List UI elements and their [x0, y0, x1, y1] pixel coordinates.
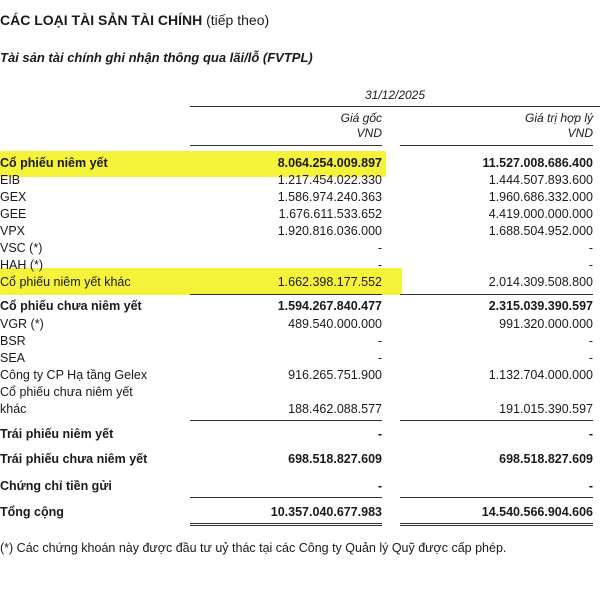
row-fair-value: - — [588, 427, 593, 441]
row-cost: 10.357.040.677.983 — [270, 505, 382, 519]
row-cost: 1.920.816.036.000 — [277, 224, 382, 238]
footnote: (*) Các chứng khoán này được đầu tư uỷ thác tại các Công ty Quản lý Quỹ được cấp phép. — [0, 541, 507, 555]
row-label: Công ty CP Hạ tầng Gelex — [0, 368, 148, 382]
row-label: khác — [0, 402, 27, 416]
row-fair-value: - — [588, 351, 593, 365]
cost-column-title: Giá gốc — [340, 111, 382, 125]
row-cost: - — [377, 427, 382, 441]
row-label: BSR — [0, 334, 26, 348]
row-fair-value: 1.960.686.332.000 — [488, 190, 593, 204]
section-title — [0, 12, 269, 28]
row-cost: 1.217.454.022.330 — [277, 173, 382, 187]
fair-value-column-title: Giá trị hợp lý — [525, 111, 593, 125]
fair-value-column-header — [400, 111, 593, 141]
row-cost: 1.676.611.533.652 — [278, 207, 382, 221]
cost-column-header — [190, 111, 382, 141]
row-cost: 698.518.827.609 — [288, 452, 382, 466]
row-label: Cổ phiếu chưa niêm yết — [0, 299, 142, 313]
row-label: Trái phiếu chưa niêm yết — [0, 452, 148, 466]
row-cost: - — [377, 241, 382, 255]
row-fair-value: 1.688.504.952.000 — [488, 224, 593, 238]
row-cost: 1.586.974.240.363 — [277, 190, 382, 204]
row-cost: 8.064.254.009.897 — [277, 156, 382, 170]
row-cost: - — [377, 479, 382, 493]
row-cost: 188.462.088.577 — [288, 402, 382, 416]
row-label: Cổ phiếu niêm yết khác — [0, 275, 131, 289]
row-cost: - — [377, 258, 382, 272]
row-label: VPX — [0, 224, 26, 238]
fair-value-header-rule — [400, 145, 593, 146]
cost-header-rule — [190, 145, 382, 146]
cost-column-unit: VND — [356, 126, 382, 140]
row-fair-value: 191.015.390.597 — [499, 402, 593, 416]
row-cost: - — [377, 334, 382, 348]
subtotal-rule — [190, 294, 382, 295]
section-subtitle: Tài sản tài chính ghi nhận thông qua lãi/lỗ (FVTPL) — [0, 50, 313, 65]
total-top-rule — [190, 497, 382, 498]
row-cost: 916.265.751.900 — [288, 368, 382, 382]
row-label: VSC (*) — [0, 241, 43, 255]
row-fair-value: 1.132.704.000.000 — [488, 368, 593, 382]
section-title-suffix: (tiếp theo) — [206, 12, 270, 28]
row-fair-value: 1.444.507.893.600 — [488, 173, 593, 187]
section-title-main: CÁC LOẠI TÀI SẢN TÀI CHÍNH — [0, 12, 203, 28]
column-date-header: 31/12/2025 — [364, 88, 426, 102]
fair-value-column-unit: VND — [567, 126, 593, 140]
row-label: GEE — [0, 207, 27, 221]
row-label: Chứng chỉ tiền gửi — [0, 479, 112, 493]
row-cost: 489.540.000.000 — [288, 317, 382, 331]
row-fair-value: - — [588, 334, 593, 348]
row-label: HAH (*) — [0, 258, 44, 272]
row-fair-value: 11.527.008.686.400 — [482, 156, 593, 170]
row-fair-value: - — [588, 241, 593, 255]
row-fair-value: 698.518.827.609 — [499, 452, 593, 466]
row-cost: 1.662.398.177.552 — [277, 275, 382, 289]
row-fair-value: - — [588, 479, 593, 493]
row-fair-value: 14.540.566.904.606 — [481, 505, 593, 519]
row-fair-value: 991.320.000.000 — [499, 317, 593, 331]
row-label: EIB — [0, 173, 21, 187]
row-label: SEA — [0, 351, 26, 365]
header-rule — [190, 106, 600, 107]
row-cost: - — [377, 351, 382, 365]
row-fair-value: - — [588, 258, 593, 272]
row-fair-value: 4.419.000.000.000 — [488, 207, 593, 221]
row-fair-value: 2.014.309.508.800 — [488, 275, 593, 289]
subtotal-rule — [400, 294, 593, 295]
row-fair-value: 2.315.039.390.597 — [488, 299, 593, 313]
total-double-rule — [400, 523, 593, 526]
total-double-rule — [190, 523, 382, 526]
total-top-rule — [400, 497, 593, 498]
row-label: Cổ phiếu chưa niêm yết — [0, 385, 133, 399]
row-label: Cổ phiếu niêm yết — [0, 156, 108, 170]
row-label: Tổng cộng — [0, 505, 64, 519]
row-label: Trái phiếu niêm yết — [0, 427, 114, 441]
row-label: VGR (*) — [0, 317, 44, 331]
subtotal-rule — [400, 420, 593, 421]
row-label: GEX — [0, 190, 27, 204]
row-cost: 1.594.267.840.477 — [277, 299, 382, 313]
subtotal-rule — [190, 420, 382, 421]
